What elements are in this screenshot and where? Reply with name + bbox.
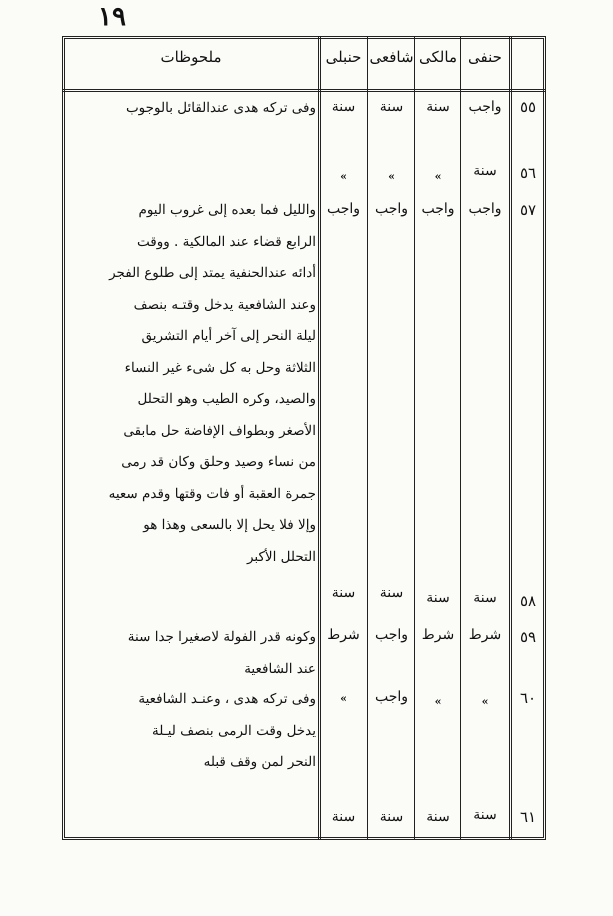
- column-divider: [318, 36, 321, 840]
- cell-hanafi: واجب: [468, 201, 502, 217]
- cell-hanafi: سنة: [473, 163, 497, 179]
- cell-maliki: سنة: [426, 809, 450, 825]
- note-line: الرابع قضاء عند المالكية . ووقت: [136, 233, 316, 250]
- header-notes: ملحوظات: [160, 48, 222, 66]
- note-line: وكونه قدر الفولة لاصغيرا جدا سنة: [127, 629, 316, 645]
- header-hanafi: حنفى: [468, 48, 502, 66]
- cell-hanbali: »: [340, 692, 347, 705]
- column-divider: [367, 36, 368, 840]
- cell-hanbali: سنة: [331, 99, 356, 115]
- header-hanbali: حنبلى: [325, 48, 362, 66]
- cell-maliki: سنة: [426, 590, 450, 606]
- header-divider: [62, 89, 546, 92]
- page-number: ١٩: [98, 2, 126, 32]
- column-divider: [414, 36, 415, 840]
- row-number: ٥٩: [519, 628, 537, 646]
- cell-shafii: »: [388, 170, 395, 183]
- cell-hanbali: سنة: [331, 585, 356, 601]
- cell-notes: [72, 622, 316, 685]
- cell-maliki: شرط: [421, 627, 455, 643]
- cell-notes: [72, 684, 316, 779]
- cell-maliki: سنة: [426, 99, 450, 115]
- column-divider: [460, 36, 461, 840]
- note-line: الأصغر وبطواف الإفاضة حل مابقى: [123, 422, 316, 439]
- cell-maliki: »: [434, 695, 442, 708]
- cell-hanbali: شرط: [327, 627, 360, 643]
- cell-hanafi: واجب: [468, 99, 502, 115]
- row-number: ٥٨: [519, 592, 537, 610]
- cell-hanbali: واجب: [326, 201, 361, 217]
- note-line: من نساء وصيد وحلق وكان قد رمى: [121, 454, 316, 470]
- note-line: ليلة النحر إلى آخر أيام التشريق: [141, 328, 316, 344]
- row-number: ٥٦: [519, 164, 537, 182]
- note-line: وفى تركه هدى ، وعنـد الشافعية: [138, 691, 316, 707]
- column-divider: [509, 36, 512, 840]
- cell-maliki: »: [434, 170, 442, 183]
- row-number: ٥٥: [519, 98, 537, 116]
- cell-shafii: سنة: [379, 585, 404, 601]
- cell-shafii: واجب: [374, 689, 409, 705]
- cell-shafii: سنة: [379, 809, 404, 825]
- cell-shafii: واجب: [374, 201, 409, 217]
- note-line: والصيد، وكره الطيب وهو التحلل: [137, 391, 316, 407]
- cell-hanbali: سنة: [331, 809, 356, 825]
- row-number: ٦٠: [519, 689, 537, 707]
- row-number: ٦١: [519, 808, 537, 826]
- cell-hanafi: »: [481, 695, 489, 708]
- cell-notes: [72, 195, 316, 573]
- cell-hanafi: سنة: [473, 807, 497, 823]
- note-line: النحر لمن وقف قبله: [203, 754, 316, 770]
- note-line: جمرة العقبة أو فات وقتها وقدم سعيه: [108, 485, 316, 502]
- cell-hanafi: شرط: [468, 627, 502, 643]
- cell-hanbali: »: [340, 170, 347, 183]
- note-line: يدخل وقت الرمى بنصف ليـلة: [152, 722, 316, 739]
- note-line: أدائه عندالحنفية يمتد إلى طلوع الفجر: [109, 265, 316, 281]
- note-line: التحلل الأكبر: [246, 548, 316, 565]
- header-shafii: شافعى: [369, 48, 414, 66]
- note-line: عند الشافعية: [244, 660, 316, 677]
- note-line: وعند الشافعية يدخل وقتـه بنصف: [133, 296, 316, 313]
- cell-shafii: واجب: [374, 627, 409, 643]
- cell-shafii: سنة: [379, 99, 404, 115]
- note-line: وفى تركه هدى عندالقائل بالوجوب: [125, 100, 316, 116]
- note-line: الثلاثة وحل به كل شىء غير النساء: [124, 359, 316, 376]
- row-number: ٥٧: [519, 201, 537, 219]
- header-maliki: مالكى: [419, 48, 457, 66]
- cell-notes: [72, 93, 316, 125]
- cell-maliki: واجب: [421, 201, 455, 217]
- cell-hanafi: سنة: [473, 590, 497, 606]
- note-line: والليل فما بعده إلى غروب اليوم: [138, 202, 316, 218]
- note-line: وإلا فلا يحل إلا بالسعى وهذا هو: [143, 517, 316, 533]
